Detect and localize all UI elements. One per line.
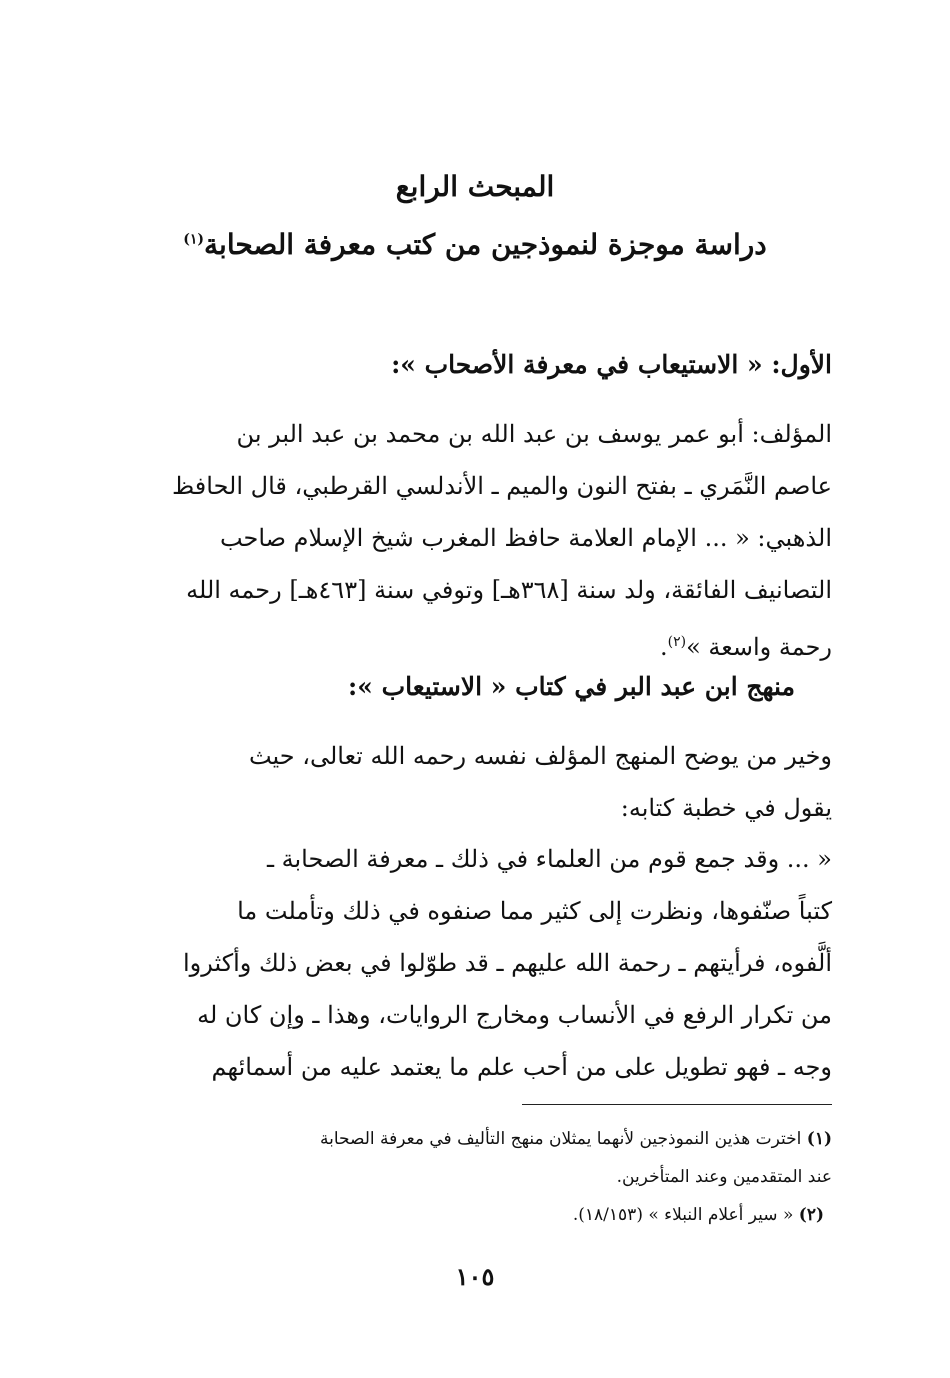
footnote-2 [118,1196,832,1234]
method-intro-line: وخير من يوضح المنهج المؤلف نفسه رحمه الله تعالى، حيث [248,742,832,770]
method-heading: منهج ابن عبد البر في كتاب « الاستيعاب »: [348,672,795,701]
author-line: الذهبي: « ... الإمام العلامة حافظ المغرب شيخ الإسلام صاحب [219,524,832,552]
footnote-separator [522,1104,832,1105]
author-line: المؤلف: أبو عمر يوسف بن عبد الله بن محمد بن عبد البر بن [236,420,832,448]
first-book-heading: الأول: « الاستيعاب في معرفة الأصحاب »: [391,350,832,379]
quote-line: من تكرار الرفع في الأنساب ومخارج الروايات، وهذا ـ وإن كان له [197,1001,832,1029]
author-line-end: . [659,633,668,661]
section-subtitle-text: دراسة موجزة لنموذجين من كتب معرفة الصحابة [204,228,767,261]
footnote-2-number: (٢) [798,1205,824,1225]
quote-line: كتباً صنّفوها، ونظرت إلى كثير مما صنفوه في ذلك وتأملت ما [237,897,832,925]
footnote-ref-1: (١) [183,231,205,248]
footnote-1-continuation: عند المتقدمين وعند المتأخرين. [616,1167,832,1187]
footnotes [118,1120,832,1234]
author-line: التصانيف الفائقة، ولد سنة [٣٦٨هـ] وتوفي سنة [٤٦٣هـ] رحمه الله [186,576,832,604]
author-line [118,616,832,668]
footnote-2-text: « سير أعلام النبلاء » (١٨/١٥٣). [572,1205,794,1225]
author-line: عاصم النَّمَري ـ بفتح النون والميم ـ الأندلسي القرطبي، قال الحافظ [172,472,832,500]
section-title: المبحث الرابع [395,170,555,203]
footnote-1 [118,1120,832,1158]
quote-line: « ... وقد جمع قوم من العلماء في ذلك ـ معرفة الصحابة ـ [266,845,832,873]
footnote-1-text: اخترت هذين النموذجين لأنهما يمثلان منهج التأليف في معرفة الصحابة [320,1129,802,1149]
footnote-ref-2: (٢) [667,634,687,650]
page-number: ١٠٥ [455,1262,495,1291]
author-paragraph [118,408,832,668]
quote-paragraph [118,833,832,1093]
section-subtitle [0,228,950,261]
author-line-text: رحمة واسعة » [686,633,832,661]
quote-line: وجه ـ فهو تطويل على من أحب علم ما يعتمد عليه من أسمائهم [211,1053,832,1081]
method-intro-paragraph [118,730,832,834]
method-intro-line: يقول في خطبة كتابه: [620,794,832,822]
quote-line: ألَّفوه، فرأيتهم ـ رحمة الله عليهم ـ قد طوّلوا في بعض ذلك وأكثروا [182,949,832,977]
footnote-1-number: (١) [806,1129,832,1149]
